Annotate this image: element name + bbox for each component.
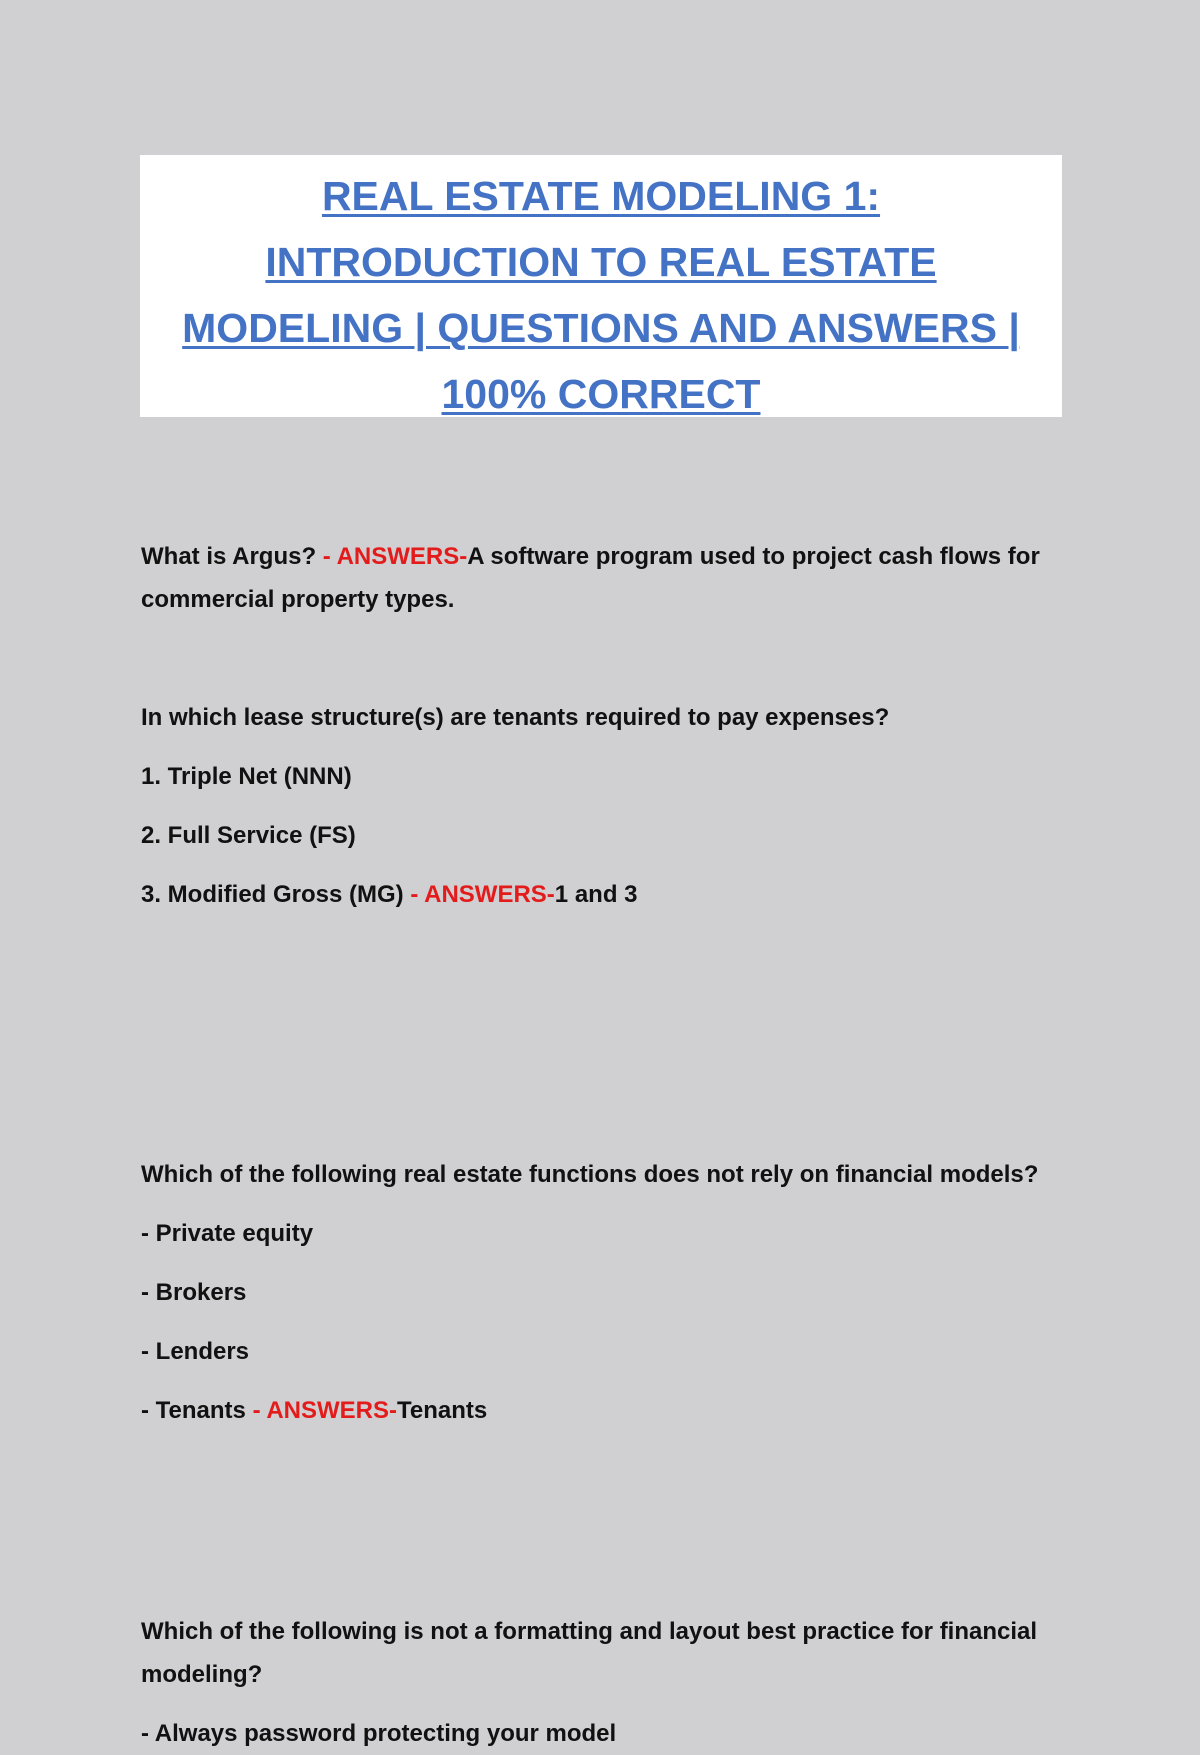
option-3-4: - Tenants (141, 1397, 246, 1424)
qa-item-1 (141, 535, 1061, 621)
answer-3-text: Tenants (397, 1397, 488, 1424)
answer-2-text: 1 and 3 (554, 881, 638, 908)
qa-item-2 (141, 696, 1061, 916)
qa-content (141, 535, 1061, 1747)
option-2-3-with-answer (141, 873, 1061, 916)
answer-marker-3: - ANSWERS- (252, 1397, 398, 1424)
question-4: Which of the following is not a formatting and layout best practice for financial modeling? (141, 1618, 1038, 1688)
question-2: In which lease structure(s) are tenants required to pay expenses? (141, 704, 890, 731)
title-line-1: REAL ESTATE MODELING 1: (321, 173, 881, 219)
answer-marker-1: - ANSWERS- (322, 543, 468, 570)
question-1-text: What is Argus? (141, 543, 317, 570)
title-line-3: MODELING | QUESTIONS AND ANSWERS | (182, 305, 1020, 351)
document-title-box (140, 155, 1062, 417)
option-3-2: - Brokers (141, 1279, 247, 1306)
question-3: Which of the following real estate functions does not rely on financial models? (141, 1161, 1039, 1188)
option-4-1: - Always password protecting your model (141, 1720, 617, 1747)
option-3-1: - Private equity (141, 1220, 314, 1247)
qa-item-3 (141, 1153, 1061, 1432)
option-3-3: - Lenders (141, 1338, 250, 1365)
option-2-1: 1. Triple Net (NNN) (141, 763, 352, 790)
option-2-3: 3. Modified Gross (MG) (141, 881, 404, 908)
qa-item-4 (141, 1610, 1061, 1755)
option-2-2: 2. Full Service (FS) (141, 822, 356, 849)
answer-marker-2: - ANSWERS- (410, 881, 555, 908)
title-line-2: INTRODUCTION TO REAL ESTATE (265, 239, 937, 285)
answer-1-text: A software program used to project cash flows for commercial property types. (141, 543, 1040, 613)
option-3-4-with-answer (141, 1389, 1061, 1432)
title-line-4: 100% CORRECT (441, 371, 761, 417)
question-1 (141, 535, 1061, 621)
